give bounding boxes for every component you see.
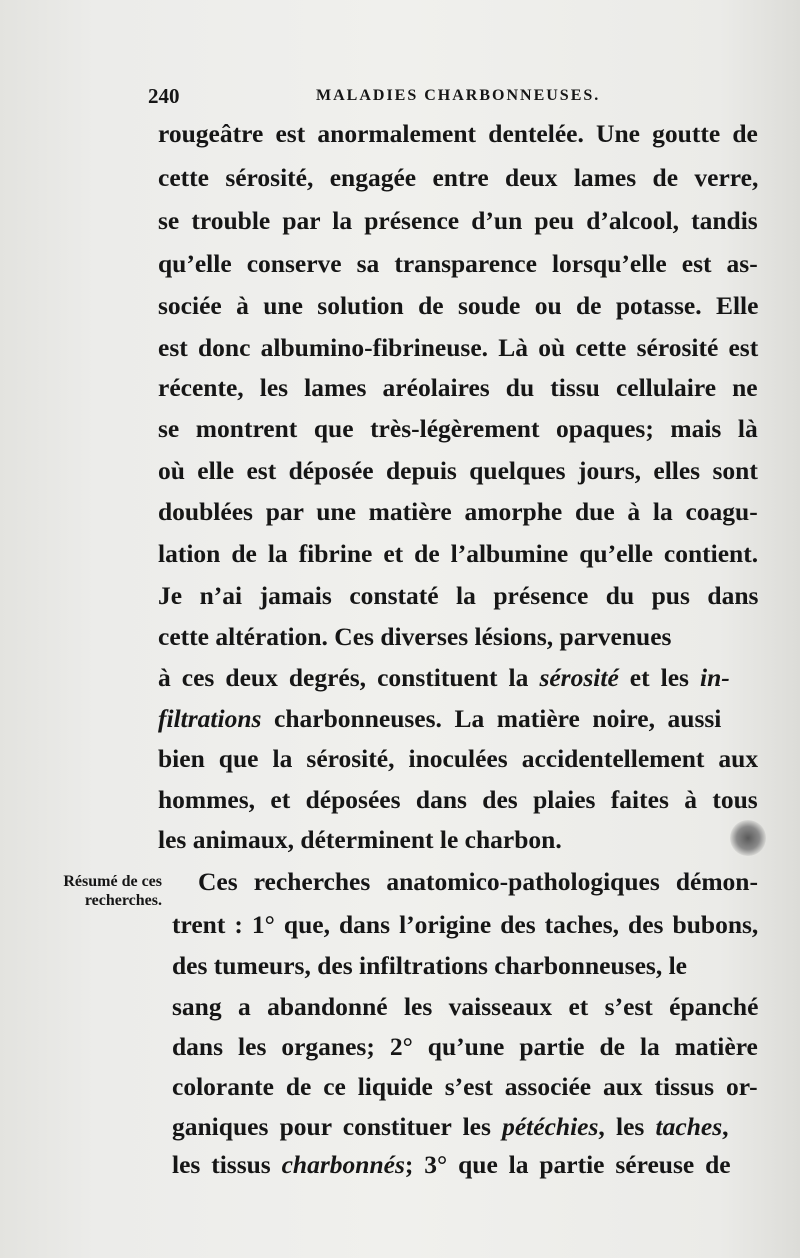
- text-line: sang a abandonné les vaisseaux et s’est épanché: [172, 992, 759, 1021]
- text-line: cette sérosité, engagée entre deux lames de verre,: [158, 163, 759, 192]
- italic-term: sérosité: [539, 663, 619, 692]
- text-line: se montrent que très-légèrement opaques; mais là: [158, 414, 758, 443]
- text-segment: ,: [722, 1112, 729, 1141]
- text-line: trent : 1° que, dans l’origine des taches, des bubons,: [172, 910, 759, 939]
- margin-note-line: recherches.: [84, 892, 162, 909]
- text-line: récente, les lames aréolaires du tissu cellulaire ne: [158, 373, 758, 402]
- text-segment: à ces deux degrés, constituent la: [158, 663, 540, 692]
- text-line: sociée à une solution de soude ou de potasse. Elle: [158, 291, 759, 320]
- text-line: doublées par une matière amorphe due à la coagu-: [158, 497, 758, 526]
- text-line: Je n’ai jamais constaté la présence du pus dans: [158, 581, 759, 610]
- text-line: lation de la fibrine et de l’albumine qu’elle contient.: [158, 539, 759, 568]
- text-line: hommes, et déposées dans des plaies faites à tous: [158, 785, 758, 814]
- text-line: est donc albumino-fibrineuse. Là où cette sérosité est: [158, 333, 759, 362]
- text-line: Ces recherches anatomico-pathologiques démon-: [198, 867, 758, 896]
- text-segment: les tissus: [172, 1150, 282, 1179]
- text-line: des tumeurs, des infiltrations charbonneuses, le: [172, 951, 687, 980]
- italic-term: in-: [700, 663, 730, 692]
- text-segment: et les: [618, 663, 701, 692]
- text-segment: charbonneuses. La matière noire, aussi: [261, 704, 722, 733]
- text-segment: ganiques pour constituer les: [172, 1112, 503, 1141]
- italic-term: taches: [655, 1112, 723, 1141]
- text-line: se trouble par la présence d’un peu d’alcool, tandis: [158, 206, 758, 235]
- page-header: [148, 84, 758, 114]
- margin-note-line: Résumé de ces: [63, 873, 162, 890]
- text-line: [158, 656, 758, 700]
- text-line: cette altération. Ces diverses lésions, parvenues: [158, 622, 672, 651]
- text-line: dans les organes; 2° qu’une partie de la matière: [172, 1032, 758, 1061]
- italic-term: filtrations: [158, 704, 262, 733]
- margin-note: [44, 872, 162, 910]
- ink-blot: [730, 820, 766, 856]
- text-line: où elle est déposée depuis quelques jours, elles sont: [158, 456, 758, 485]
- text-line: colorante de ce liquide s’est associée aux tissus or-: [172, 1072, 758, 1101]
- text-line: [158, 697, 758, 741]
- text-segment: ; 3° que la partie séreuse de: [404, 1150, 731, 1179]
- text-line: les animaux, déterminent le charbon.: [158, 825, 562, 854]
- text-segment: , les: [598, 1112, 656, 1141]
- text-line: [172, 1143, 758, 1187]
- text-line: bien que la sérosité, inoculées accidentellement aux: [158, 744, 759, 773]
- page-number: 240: [148, 84, 180, 108]
- text-line: qu’elle conserve sa transparence lorsqu’elle est as-: [158, 249, 758, 278]
- running-title: MALADIES CHARBONNEUSES.: [316, 87, 601, 104]
- text-line: rougeâtre est anormalement dentelée. Une goutte de: [158, 119, 758, 148]
- italic-term: pétéchies: [502, 1112, 599, 1141]
- italic-term: charbonnés: [281, 1150, 405, 1179]
